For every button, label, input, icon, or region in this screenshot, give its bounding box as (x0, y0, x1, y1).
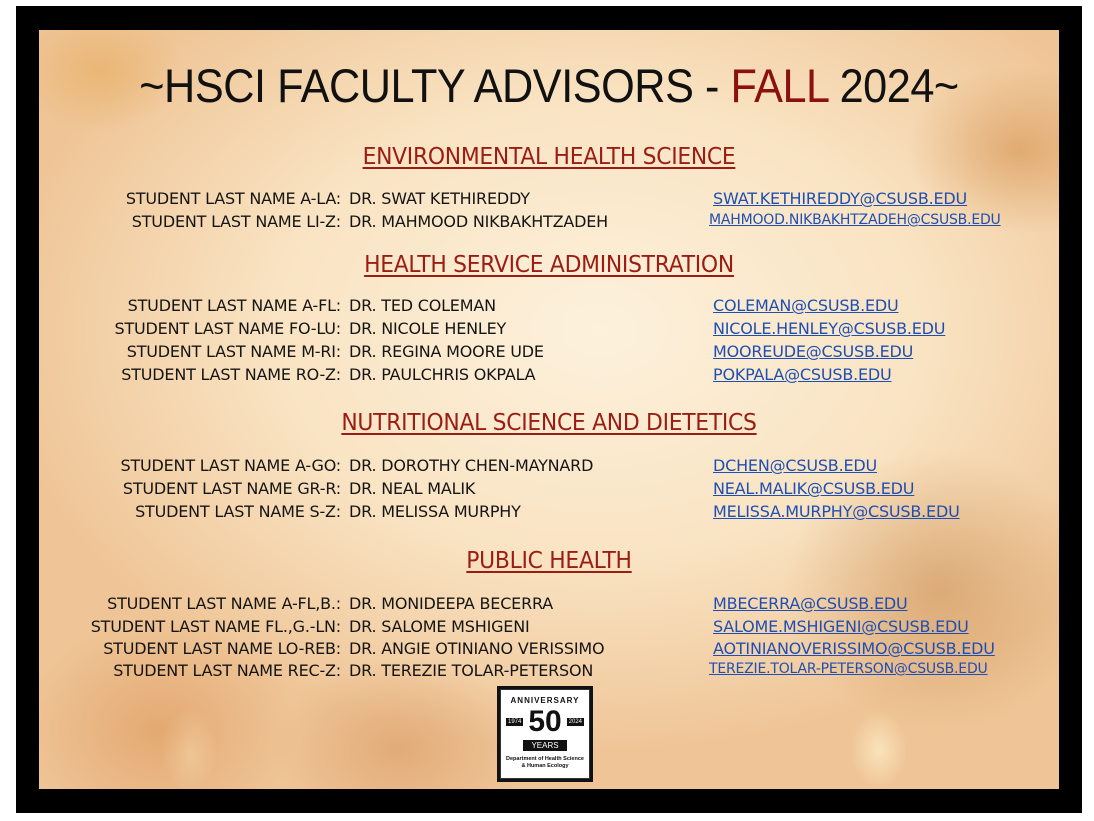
advisor-name: DR. NEAL MALIK (349, 479, 476, 498)
advisor-email-link[interactable]: MAHMOOD.NIKBAKHTZADEH@CSUSB.EDU (709, 212, 1001, 228)
advisor-email-link[interactable]: SALOME.MSHIGENI@CSUSB.EDU (713, 617, 969, 636)
advisor-row (39, 365, 1059, 387)
page-title (80, 58, 1018, 113)
section-heading-nutritional-science: NUTRITIONAL SCIENCE AND DIETETICS (341, 410, 757, 436)
last-name-range: STUDENT LAST NAME REC-Z: (113, 661, 341, 680)
years-ribbon: YEARS (523, 740, 567, 751)
last-name-range: STUDENT LAST NAME M-RI: (126, 342, 341, 361)
title-prefix: ~HSCI FACULTY ADVISORS - (139, 59, 731, 112)
last-name-range: STUDENT LAST NAME S-Z: (135, 502, 341, 521)
last-name-range: STUDENT LAST NAME GR-R: (122, 479, 341, 498)
advisor-name: DR. ANGIE OTINIANO VERISSIMO (349, 639, 605, 658)
department-line-1: Department of Health Science (506, 756, 584, 762)
anniversary-badge (500, 689, 590, 779)
last-name-range: STUDENT LAST NAME FL.,G.-LN: (90, 617, 341, 636)
advisor-name: DR. DOROTHY CHEN-MAYNARD (349, 456, 594, 475)
advisor-row (39, 456, 1059, 478)
advisor-email-link[interactable]: POKPALA@CSUSB.EDU (713, 365, 892, 384)
advisor-email-link[interactable]: COLEMAN@CSUSB.EDU (713, 296, 899, 315)
title-accent-fall: FALL (730, 59, 829, 112)
advisor-email-link[interactable]: MBECERRA@CSUSB.EDU (713, 594, 908, 613)
advisor-row (39, 342, 1059, 364)
advisor-name: DR. TEREZIE TOLAR-PETERSON (349, 661, 594, 680)
last-name-range: STUDENT LAST NAME A-LA: (125, 189, 341, 208)
advisor-name: DR. MONIDEEPA BECERRA (349, 594, 554, 613)
advisor-name: DR. REGINA MOORE UDE (349, 342, 544, 361)
advisor-email-link[interactable]: TEREZIE.TOLAR-PETERSON@CSUSB.EDU (709, 661, 988, 677)
advisor-email-link[interactable]: AOTINIANOVERISSIMO@CSUSB.EDU (713, 639, 995, 658)
advisor-email-link[interactable]: NEAL.MALIK@CSUSB.EDU (713, 479, 915, 498)
department-line-2: & Human Ecology (521, 763, 569, 769)
advisor-name: DR. MAHMOOD NIKBAKHTZADEH (349, 212, 608, 231)
last-name-range: STUDENT LAST NAME RO-Z: (121, 365, 341, 384)
last-name-range: STUDENT LAST NAME A-FL,B.: (107, 594, 341, 613)
advisor-row (39, 296, 1059, 318)
advisor-email-link[interactable]: DCHEN@CSUSB.EDU (713, 456, 878, 475)
advisor-row (39, 661, 1059, 683)
year-end-ribbon: 2024 (568, 719, 582, 725)
last-name-range: STUDENT LAST NAME FO-LU: (114, 319, 341, 338)
advisor-name: DR. NICOLE HENLEY (349, 319, 507, 338)
advisor-row (39, 479, 1059, 501)
last-name-range: STUDENT LAST NAME A-GO: (120, 456, 341, 475)
advisor-row (39, 502, 1059, 524)
advisor-name: DR. PAULCHRIS OKPALA (349, 365, 536, 384)
advisor-row (39, 594, 1059, 616)
advisor-email-link[interactable]: MELISSA.MURPHY@CSUSB.EDU (713, 502, 960, 521)
last-name-range: STUDENT LAST NAME LO-REB: (103, 639, 341, 658)
advisor-email-link[interactable]: NICOLE.HENLEY@CSUSB.EDU (713, 319, 946, 338)
advisor-name: DR. SWAT KETHIREDDY (349, 189, 530, 208)
section-heading-environmental-health: ENVIRONMENTAL HEALTH SCIENCE (362, 144, 736, 170)
advisor-row (39, 319, 1059, 341)
anniversary-logo (497, 686, 593, 782)
flyer-slide (39, 30, 1059, 789)
advisor-row (39, 212, 1059, 234)
advisor-email-link[interactable]: MOOREUDE@CSUSB.EDU (713, 342, 914, 361)
advisor-name: DR. MELISSA MURPHY (349, 502, 521, 521)
advisor-name: DR. SALOME MSHIGENI (349, 617, 530, 636)
year-start-ribbon: 1974 (508, 719, 522, 725)
advisor-name: DR. TED COLEMAN (349, 296, 496, 315)
advisor-email-link[interactable]: SWAT.KETHIREDDY@CSUSB.EDU (713, 189, 968, 208)
anniversary-number: 50 (528, 705, 562, 738)
department-name (503, 756, 587, 770)
advisor-row (39, 189, 1059, 211)
title-suffix: 2024~ (828, 59, 959, 112)
advisor-row (39, 639, 1059, 661)
section-heading-public-health: PUBLIC HEALTH (466, 548, 632, 574)
section-heading-health-service-admin: HEALTH SERVICE ADMINISTRATION (364, 252, 734, 278)
last-name-range: STUDENT LAST NAME LI-Z: (131, 212, 341, 231)
advisor-row (39, 617, 1059, 639)
last-name-range: STUDENT LAST NAME A-FL: (127, 296, 341, 315)
anniversary-arc-text: ANNIVERSARY (510, 696, 580, 705)
